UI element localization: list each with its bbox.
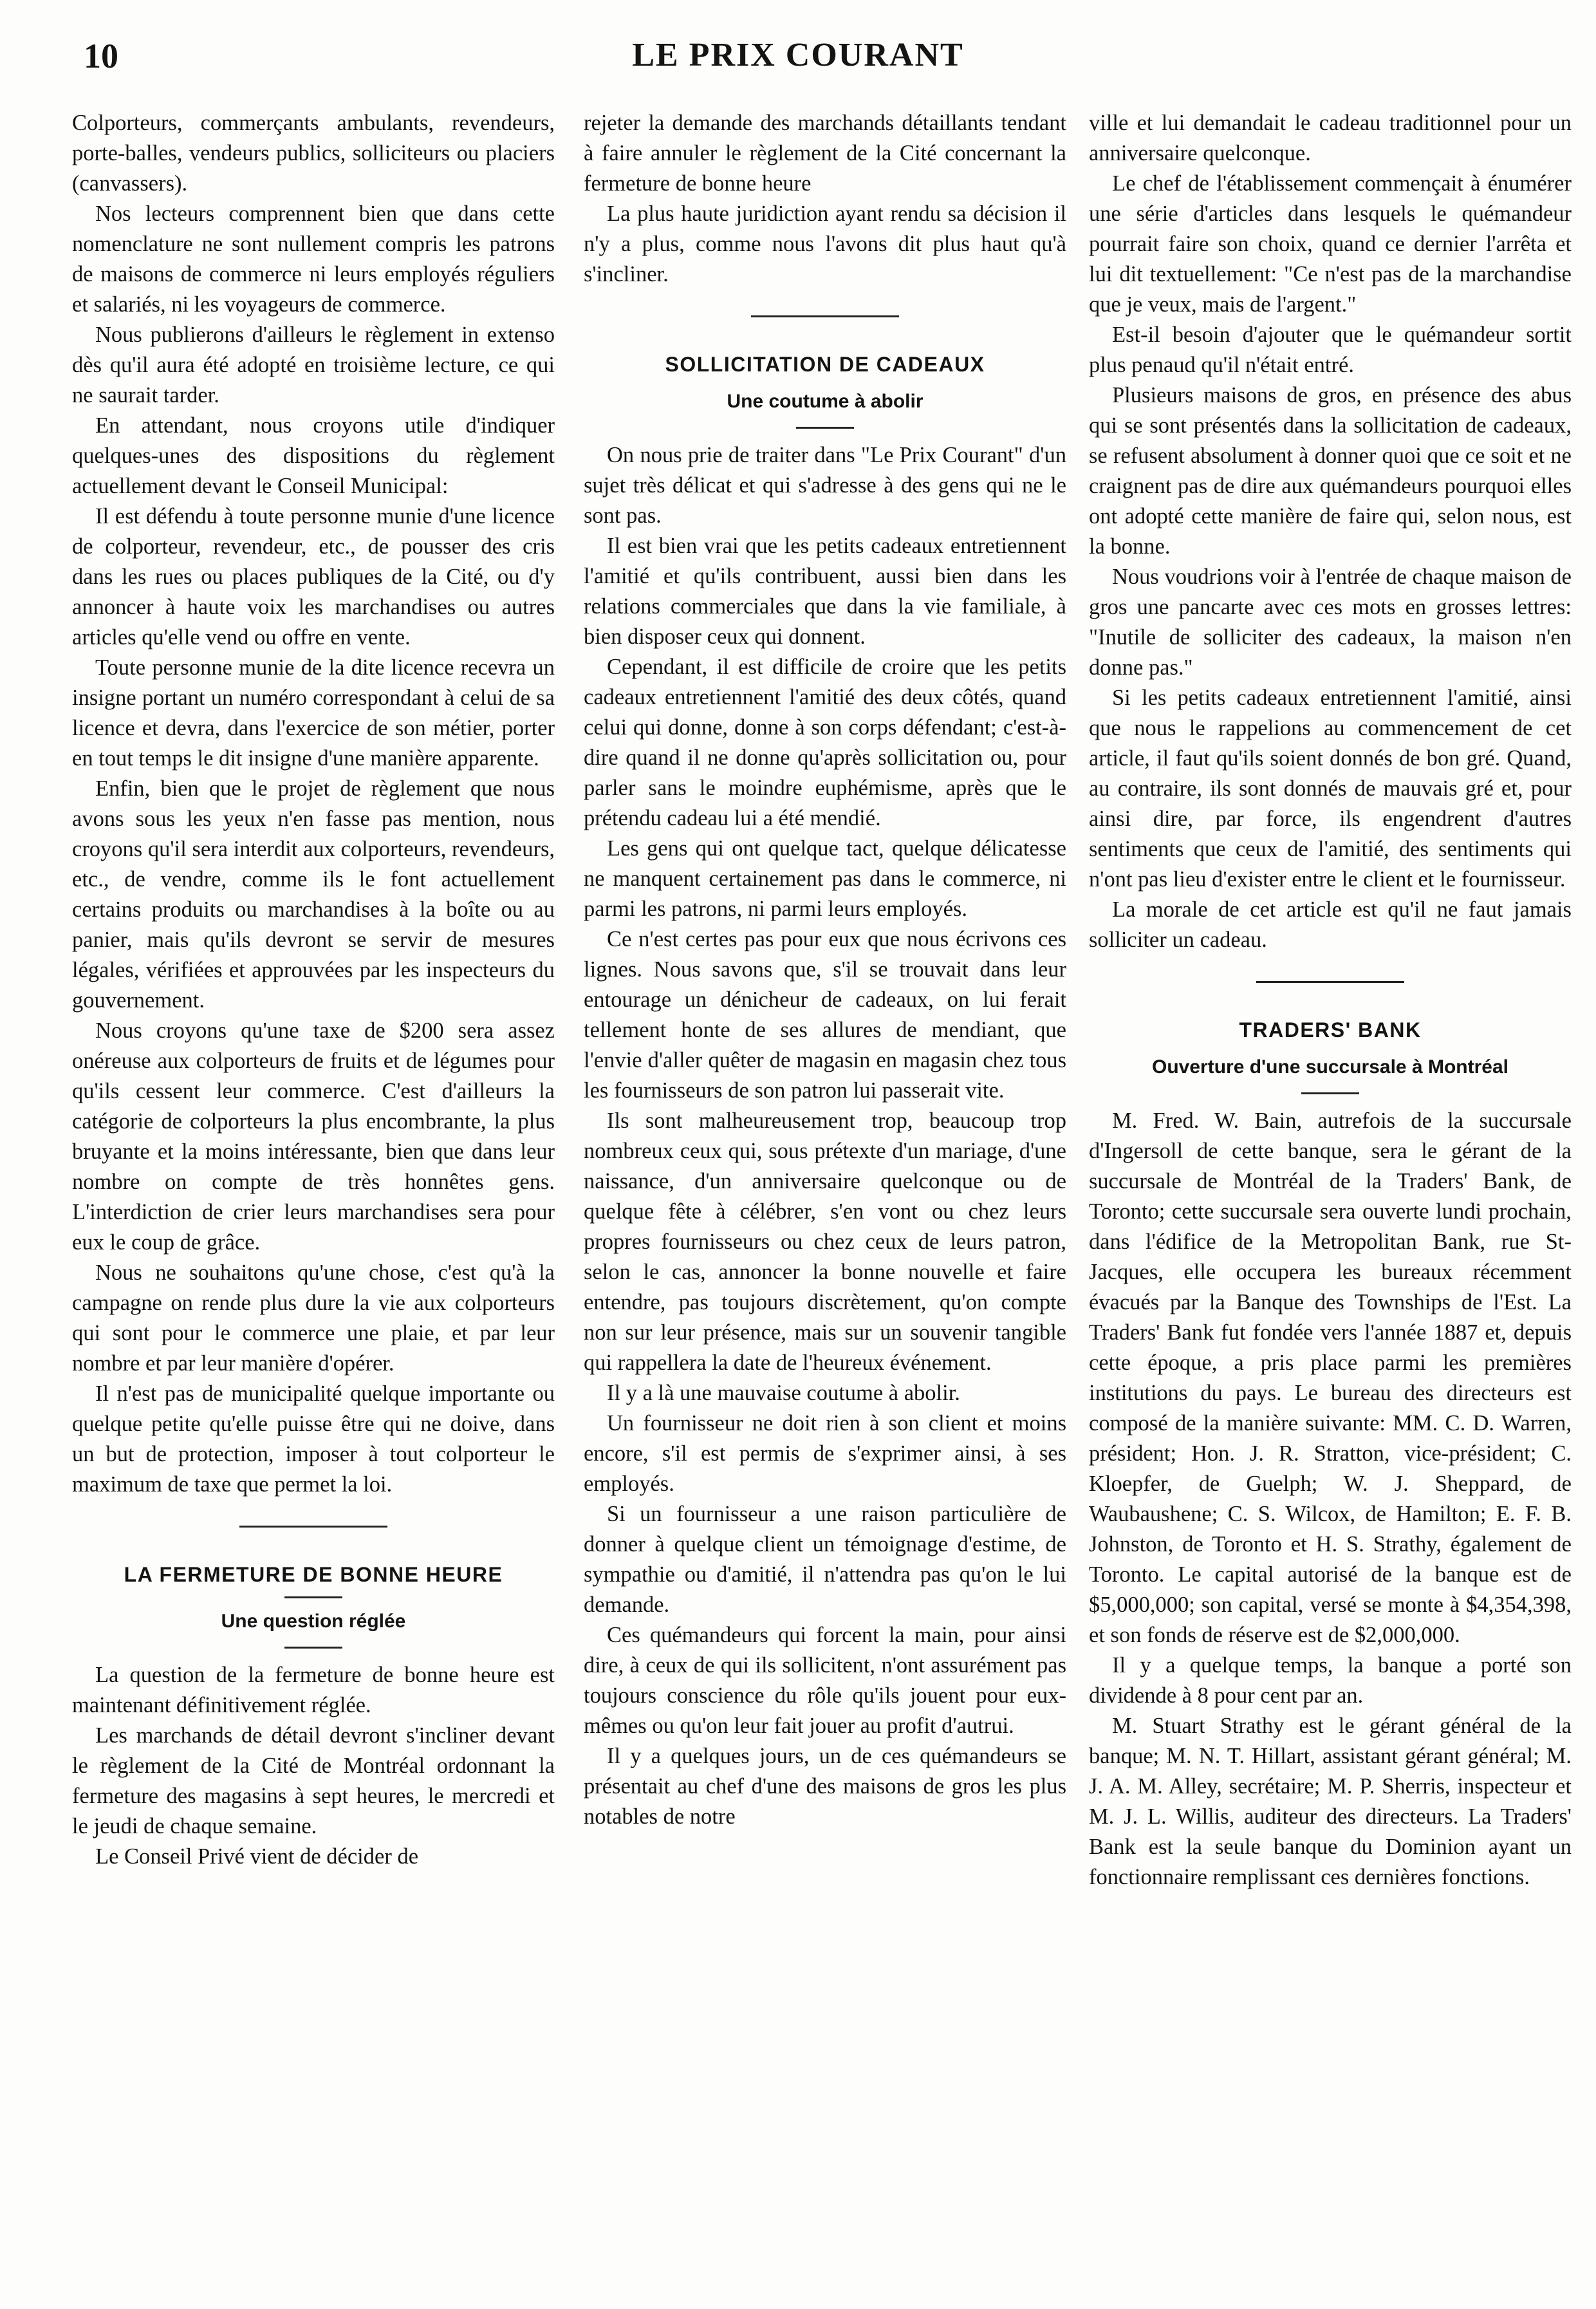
subtitle-rule xyxy=(284,1647,342,1649)
paragraph: Nous ne souhaitons qu'une chose, c'est qu'à la campagne on rende plus dure la vie aux colporteurs qui sont pour le commerce une plaie, et par leur nombre et par leur manière d'opérer. xyxy=(72,1260,555,1376)
paragraph: rejeter la demande des marchands détaillants tendant à faire annuler le règlement de la Cité concernant la fermeture de bonne heure xyxy=(584,111,1066,196)
section-subtitle-traders-bank: Ouverture d'une succursale à Montréal xyxy=(1152,1056,1508,1078)
subtitle-rule xyxy=(796,427,854,429)
title-underline xyxy=(284,1596,342,1598)
section-divider xyxy=(751,315,899,317)
paragraph: Il est défendu à toute personne munie d'une licence de colporteur, revendeur, etc., de pousser des cris dans les rues ou places publiques de la Cité, ou d'y annoncer à haute voix les marchandises ou autres articles qu'elle vend ou offre en vente. xyxy=(72,504,555,650)
paragraph: On nous prie de traiter dans "Le Prix Courant" d'un sujet très délicat et qui s'adresse à des gens qui ne le sont pas. xyxy=(584,443,1066,528)
paragraph: Nous publierons d'ailleurs le règlement in extenso dès qu'il aura été adopté en troisième lecture, ce qui ne saurait tarder. xyxy=(72,323,555,407)
paragraph: En attendant, nous croyons utile d'indiquer quelques-unes des dispositions du règlement actuellement devant le Conseil Municipal: xyxy=(72,413,555,498)
paragraph: Si les petits cadeaux entretiennent l'amitié, ainsi que nous le rappelions au commencement de cet article, il faut qu'ils soient donnés de bon gré. Quand, au contraire, ils sont donnés de mauvais gré et, pour ainsi dire, par force, ils engendrent d'autres sentiments que ceux de l'amitié, des sentiments qui n'ont pas lieu d'exister entre le client et le fournisseur. xyxy=(1089,686,1572,892)
paragraph: Nous croyons qu'une taxe de $200 sera assez onéreuse aux colporteurs de fruits et de légumes pour qu'ils cessent leur commerce. C'est d'ailleurs la catégorie de colporteurs la plus encombrante, la plus bruyante et la moins intéressante, bien que dans leur nombre on compte de très honnêtes gens. L'interdiction de crier leurs marchandises sera pour eux le coup de grâce. xyxy=(72,1018,555,1255)
column-3 xyxy=(1089,108,1572,2277)
paragraph: Le chef de l'établissement commençait à énumérer une série d'articles dans lesquels le quémandeur pourrait faire son choix, quand ce dernier l'arrêta et lui dit textuellement: "Ce n'est pas de la marchandise que je veux, mais de l'argent." xyxy=(1089,171,1572,317)
paragraph: La plus haute juridiction ayant rendu sa décision il n'y a plus, comme nous l'avons dit plus haut qu'à s'incliner. xyxy=(584,201,1066,286)
paragraph: Les gens qui ont quelque tact, quelque délicatesse ne manquent certainement pas dans le commerce, ni parmi les patrons, ni parmi leurs employés. xyxy=(584,836,1066,921)
paragraph: Il n'est pas de municipalité quelque importante ou quelque petite qu'elle puisse être qui ne doive, dans un but de protection, imposer à tout colporteur le maximum de taxe que permet la loi. xyxy=(72,1381,555,1497)
paragraph: La morale de cet article est qu'il ne faut jamais solliciter un cadeau. xyxy=(1089,897,1572,952)
journal-title: LE PRIX COURANT xyxy=(632,37,964,73)
subtitle-rule xyxy=(1301,1092,1359,1094)
paragraph: Est-il besoin d'ajouter que le quémandeur sortit plus penaud qu'il n'était entré. xyxy=(1089,323,1572,377)
page-header xyxy=(77,31,1519,82)
paragraph: Les marchands de détail devront s'incliner devant le règlement de la Cité de Montréal ordonnant la fermeture des magasins à sept heures, le mercredi et le jeudi de chaque semaine. xyxy=(72,1723,555,1838)
paragraph: Plusieurs maisons de gros, en présence des abus qui se sont présentés dans la sollicitation de cadeaux, se refusent absolument à donner quoi que ce soit et ne craignent pas de dire aux quémandeurs pourquoi elles ont adopté cette manière de faire qui, selon nous, est la bonne. xyxy=(1089,383,1572,559)
paragraph: Nous voudrions voir à l'entrée de chaque maison de gros une pancarte avec ces mots en grosses lettres: "Inutile de solliciter des cadeaux, la maison n'en donne pas." xyxy=(1089,565,1572,680)
paragraph: Il est bien vrai que les petits cadeaux entretiennent l'amitié et qu'ils contribuent, aussi bien dans les relations commerciales que dans la vie familiale, à bien disposer ceux qui donnent. xyxy=(584,534,1066,649)
paragraph: M. Stuart Strathy est le gérant général de la banque; M. N. T. Hillart, assistant gérant général; M. J. A. M. Alley, secrétaire; M. P. Sherris, inspecteur et M. J. L. Willis, auditeur des directeurs. La Traders' Bank est la seule banque du Dominion ayant un fonctionnaire remplissant ces dernières fonctions. xyxy=(1089,1714,1572,1889)
paragraph: La question de la fermeture de bonne heure est maintenant définitivement réglée. xyxy=(72,1663,555,1717)
paragraph: Le Conseil Privé vient de décider de xyxy=(95,1844,419,1869)
paragraph: Si un fournisseur a une raison particulière de donner à quelque client un témoignage d'estime, de sympathie ou d'amitié, il n'attendra pas qu'on le lui demande. xyxy=(584,1502,1066,1617)
paragraph: Un fournisseur ne doit rien à son client et moins encore, s'il est permis de s'exprimer ainsi, à ses employés. xyxy=(584,1411,1066,1496)
section-divider xyxy=(239,1526,387,1528)
section-title-sollicitation: SOLLICITATION DE CADEAUX xyxy=(665,353,985,376)
paragraph: Nos lecteurs comprennent bien que dans cette nomenclature ne sont nullement compris les patrons de maisons de commerce ni leurs employés réguliers et salariés, ni les voyageurs de commerce. xyxy=(72,201,555,317)
paragraph: Cependant, il est difficile de croire que les petits cadeaux entretiennent l'amitié des deux côtés, quand celui qui donne, donne à son corps défendant; c'est-à-dire quand il ne donne qu'après sollicitation ou, pour parler sans le moindre euphémisme, après que le prétendu cadeau lui a été mendié. xyxy=(584,655,1066,830)
paragraph: Ce n'est certes pas pour eux que nous écrivons ces lignes. Nous savons que, s'il se trouvait dans leur entourage un dénicheur de cadeaux, on lui ferait tellement honte de ses allures de mendiant, que l'envie d'aller quêter de magasin en magasin chez tous les fournisseurs de son patron lui passerait vite. xyxy=(584,927,1066,1103)
section-title-fermeture: LA FERMETURE DE BONNE HEURE xyxy=(124,1563,503,1586)
article-columns xyxy=(72,108,1572,2277)
column-1 xyxy=(72,108,555,2277)
paragraph: Il y a là une mauvaise coutume à abolir. xyxy=(607,1381,960,1405)
section-title-traders-bank: TRADERS' BANK xyxy=(1239,1018,1422,1042)
paragraph: M. Fred. W. Bain, autrefois de la succursale d'Ingersoll de cette banque, sera le gérant de la succursale de Montréal de la Traders' Bank, de Toronto; cette succursale sera ouverte lundi prochain, dans l'édifice de la Metropolitan Bank, rue St-Jacques, elle occupera les bureaux récemment évacués par la Banque des Townships de l'Est. La Traders' Bank fut fondée vers l'année 1887 et, depuis cette époque, a pris place parmi les premières institutions du pays. Le bureau des directeurs est composé de la manière suivante: MM. C. D. Warren, président; Hon. J. R. Stratton, vice-président; C. Kloepfer, de Guelph; W. J. Sheppard, de Waubaushene; C. S. Wilcox, de Hamilton; E. F. B. Johnston, de Toronto et H. S. Strathy, également de Toronto. Le capital autorisé de la banque est de $5,000,000; son capital, versé se monte à $4,354,398, et son fonds de réserve est de $2,000,000. xyxy=(1089,1108,1572,1647)
paragraph: Il y a quelques jours, un de ces quémandeurs se présentait au chef d'une des maisons de gros les plus notables de notre xyxy=(584,1744,1066,1829)
paragraph: Enfin, bien que le projet de règlement que nous avons sous les yeux n'en fasse pas mention, nous croyons qu'il sera interdit aux colporteurs, revendeurs, etc., de vendre, comme ils le font actuellement certains produits ou marchandises à la boîte ou au panier, mais qu'ils devront se servir de mesures légales, vérifiées et approuvées par les inspecteurs du gouvernement. xyxy=(72,776,555,1013)
section-subtitle-fermeture: Une question réglée xyxy=(221,1611,406,1632)
paragraph: Colporteurs, commerçants ambulants, revendeurs, porte-balles, vendeurs publics, solliciteurs ou placiers (canvassers). xyxy=(72,111,555,196)
page-number: 10 xyxy=(84,37,118,75)
section-subtitle-sollicitation: Une coutume à abolir xyxy=(727,391,923,412)
paragraph: Toute personne munie de la dite licence recevra un insigne portant un numéro correspondant à celui de sa licence et devra, dans l'exercice de son métier, porter en tout temps le dit insigne d'une manière apparente. xyxy=(72,655,555,771)
paragraph: Ils sont malheureusement trop, beaucoup trop nombreux ceux qui, sous prétexte d'un mariage, d'une naissance, d'un anniversaire quelconque ou de quelque fête à célébrer, s'en vont ou chez leurs propres fournisseurs ou chez ceux de leurs patron, selon le cas, annoncer la bonne nouvelle et faire entendre, pas toujours discrètement, qu'on compte non sur leur présence, mais sur un souvenir tangible qui rappellera la date de l'heureux événement. xyxy=(584,1108,1066,1375)
paragraph: ville et lui demandait le cadeau traditionnel pour un anniversaire quelconque. xyxy=(1089,111,1572,165)
paragraph: Ces quémandeurs qui forcent la main, pour ainsi dire, à ceux de qui ils sollicitent, n'ont assurément pas toujours conscience du rôle qu'ils jouent pour eux-mêmes ou qu'on leur fait jouer au profit d'autrui. xyxy=(584,1623,1066,1738)
section-divider xyxy=(1256,981,1404,983)
column-2 xyxy=(584,108,1066,2277)
paragraph: Il y a quelque temps, la banque a porté son dividende à 8 pour cent par an. xyxy=(1089,1653,1572,1708)
